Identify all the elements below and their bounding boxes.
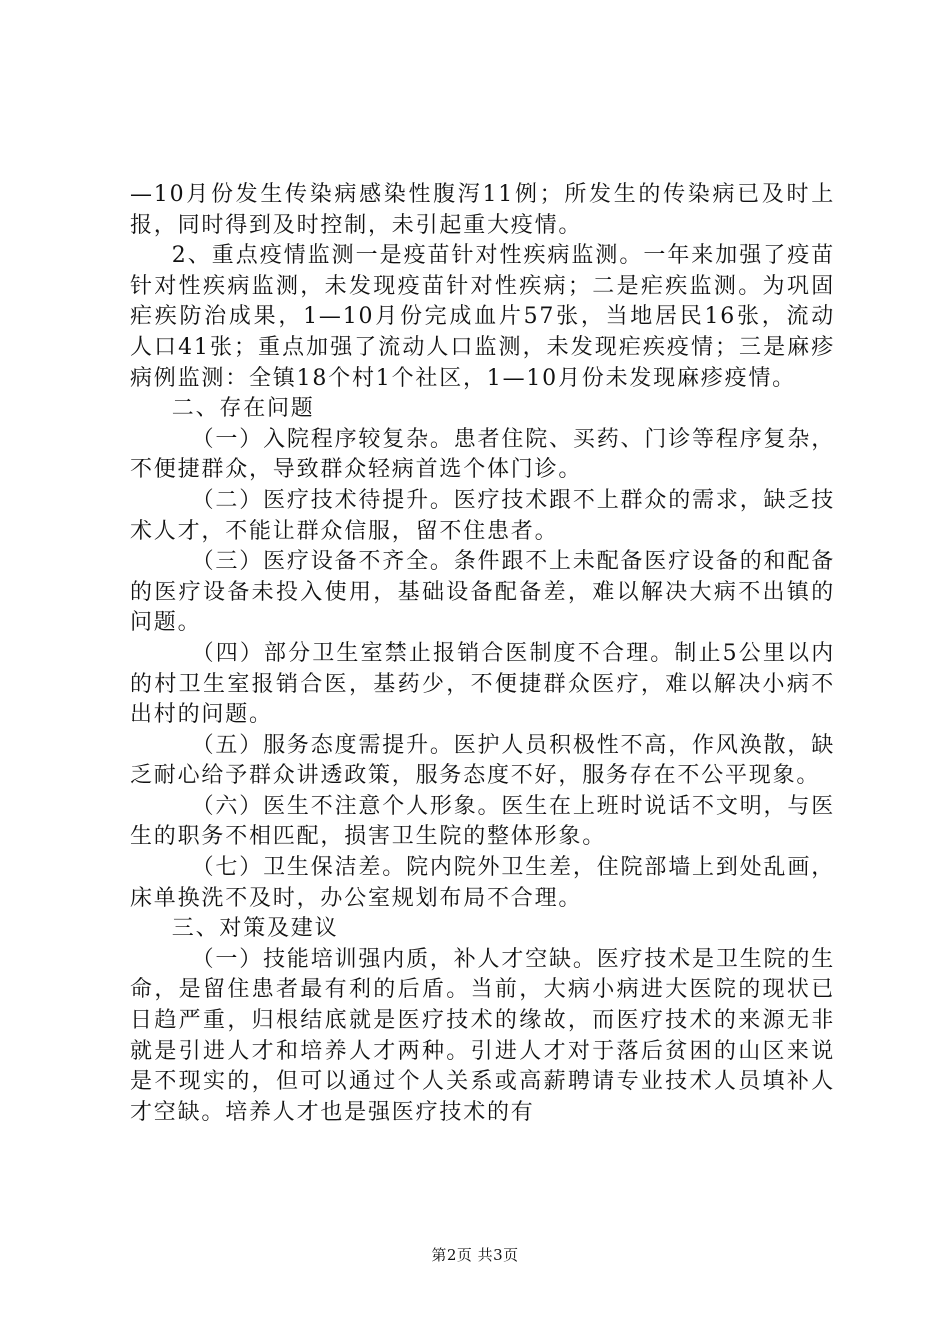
paragraph-problem-3: （三）医疗设备不齐全。条件跟不上未配备医疗设备的和配备的医疗设备未投入使用，基础设备配备差，难以解决大病不出镇的问题。 (130, 549, 835, 636)
section-heading-suggestions: 三、对策及建议 (171, 916, 339, 942)
paragraph-problem-7: （七）卫生保洁差。院内院外卫生差，住院部墙上到处乱画，床单换洗不及时，办公室规划布局不合理。 (130, 855, 835, 911)
paragraph-problem-6: （六）医生不注意个人形象。医生在上班时说话不文明，与医生的职务不相匹配，损害卫生院的整体形象。 (130, 793, 835, 850)
paragraph-problem-2: （二）医疗技术待提升。医疗技术跟不上群众的需求，缺乏技术人才，不能让群众信服，留不住患者。 (130, 487, 835, 544)
paragraph-problem-5: （五）服务态度需提升。医护人员积极性不高，作风涣散，缺乏耐心给予群众讲透政策，服务态度不好，服务存在不公平现象。 (130, 732, 835, 789)
paragraph-problem-1: （一）入院程序较复杂。患者住院、买药、门诊等程序复杂，不便捷群众，导致群众轻病首选个体门诊。 (130, 426, 835, 483)
paragraph-2: 2、重点疫情监测一是疫苗针对性疾病监测。一年来加强了疫苗针对性疾病监测，未发现疫苗针对性疾病；二是疟疾监测。为巩固疟疾防治成果，1—10月份完成血片57张，当地居民16张，流动人口41张；重点加强了流动人口监测，未发现疟疾疫情；三是麻疹病例监测：全镇18个村1个社区，1—10月份未发现麻疹疫情。 (130, 243, 835, 391)
paragraph-problem-4: （四）部分卫生室禁止报销合医制度不合理。制止5公里以内的村卫生室报销合医，基药少，不便捷群众医疗，难以解决小病不出村的问题。 (130, 640, 835, 728)
section-heading-problems: 二、存在问题 (171, 396, 315, 422)
paragraph-suggestion-1: （一）技能培训强内质，补人才空缺。医疗技术是卫生院的生命，是留住患者最有利的后盾。当前，大病小病进大医院的现状已日趋严重，归根结底就是医疗技术的缘故，而医疗技术的来源无非就是引进人才和培养人才两种。引进人才对于落后贫困的山区来说是不现实的，但可以通过个人关系或高薪聘请专业技术人员填补人才空缺。培养人才也是强医疗技术的有 (130, 946, 835, 1125)
page-footer: 第2页 共3页 (431, 1246, 519, 1264)
document-body (130, 180, 835, 1128)
paragraph-1: —10月份发生传染病感染性腹泻11例；所发生的传染病已及时上报，同时得到及时控制，未引起重大疫情。 (130, 182, 835, 238)
